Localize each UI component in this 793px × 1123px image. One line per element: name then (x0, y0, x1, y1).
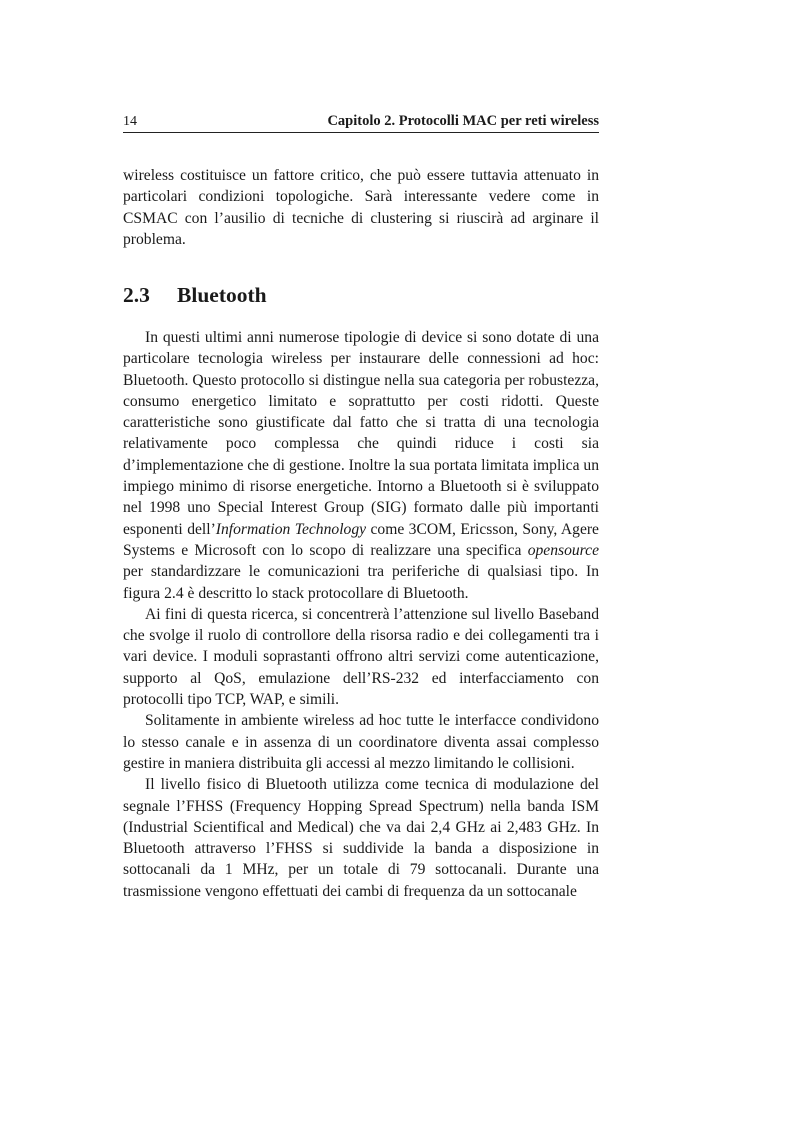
paragraph-2: Ai fini di questa ricerca, si concentrerà l’attenzione sul livello Baseband che svolge il ruolo di controllore della risorsa radio e dei collegamenti tra i vari device. I moduli soprastanti offrono altri servizi come autenticazione, supporto al QoS, emulazione dell’RS-232 ed interfacciamento con protocolli tipo TCP, WAP, e simili. (123, 605, 599, 709)
italic-term-opensource: opensource (527, 541, 599, 559)
section-heading (123, 283, 267, 308)
italic-term-information-technology: Information Technology (215, 520, 367, 538)
page-header (123, 112, 599, 133)
paragraph-1-text-c: per standardizzare le comunicazioni tra periferiche di qualsiasi tipo. In figura 2.4 è descritto lo stack protocollare di Bluetooth. (123, 563, 599, 602)
paragraph-1 (123, 327, 599, 604)
section-body (123, 327, 599, 902)
paragraph-text: wireless costituisce un fattore critico, che può essere tuttavia attenuato in particolari condizioni topologiche. Sarà interessante vedere come in CSMAC con l’ausilio di tecniche di clustering si riuscirà ad arginare il problema. (123, 167, 599, 248)
paragraph-1-text-b: come 3COM, Ericsson, Sony, Agere Systems e Microsoft con lo scopo di realizzare una specifica (123, 520, 599, 559)
section-number: 2.3 (123, 283, 150, 307)
section-title: Bluetooth (177, 283, 267, 307)
paragraph-3: Solitamente in ambiente wireless ad hoc tutte le interfacce condividono lo stesso canale e in assenza di un coordinatore diventa assai complesso gestire in maniera distribuita gli accessi al mezzo limitando le collisioni. (123, 712, 599, 772)
running-title: Capitolo 2. Protocolli MAC per reti wireless (327, 113, 599, 129)
paragraph-1-text-a: In questi ultimi anni numerose tipologie di device si sono dotate di una particolare tecnologia wireless per instaurare delle connessioni ad hoc: Bluetooth. Questo protocollo si distingue nella sua categoria per robustezza, consumo energetico limitato e soprattutto per costi ridotti. Queste caratteristiche sono giustificate dal fatto che si tratta di una tecnologia relativamente poco complessa che quindi riduce i costi sia d’implementazione che di gestione. Inoltre la sua portata limitata implica un impiego minimo di risorse energetiche. Intorno a Bluetooth si è sviluppato nel 1998 uno Special Interest Group (SIG) formato dalle più importanti esponenti dell’ (123, 329, 599, 538)
paragraph-4: Il livello fisico di Bluetooth utilizza come tecnica di modulazione del segnale l’FHSS (Frequency Hopping Spread Spectrum) nella banda ISM (Industrial Scientifical and Medical) che va dai 2,4 GHz ai 2,483 GHz. In Bluetooth attraverso l’FHSS si suddivide la banda a disposizione in sottocanali da 1 MHz, per un totale di 79 sottocanali. Durante una trasmissione vengono effettuati dei cambi di frequenza da un sottocanale (123, 776, 599, 900)
continued-paragraph (123, 165, 599, 250)
page-number: 14 (123, 114, 137, 129)
